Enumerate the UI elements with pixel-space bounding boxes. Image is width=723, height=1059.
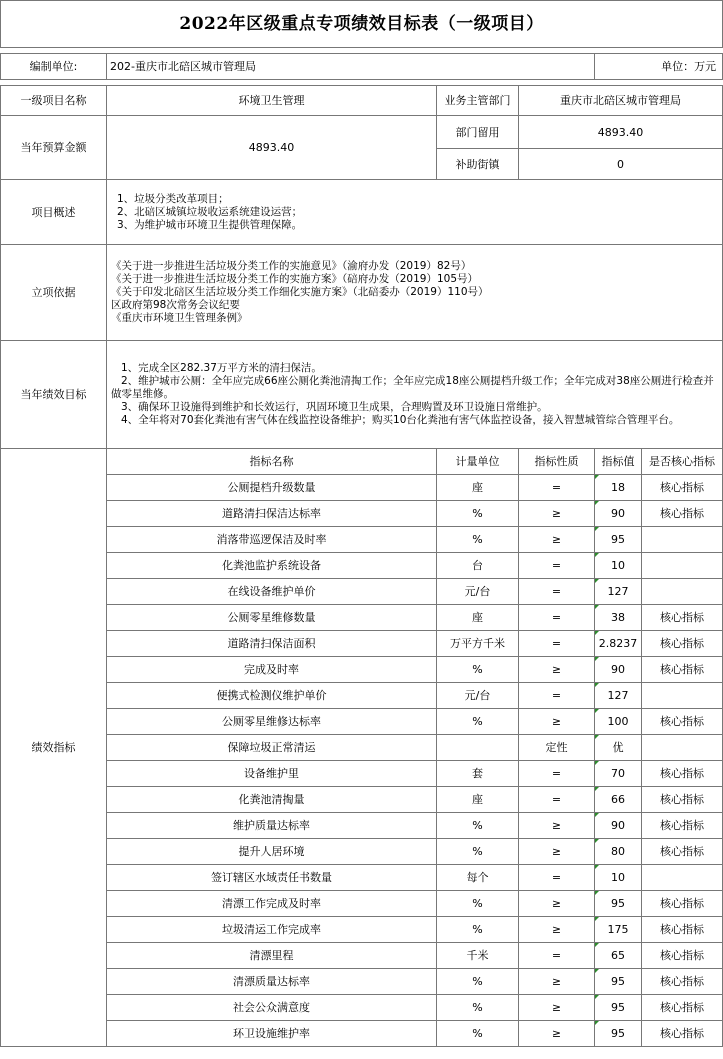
indicator-nature: = [519,605,595,631]
table-row [1,709,723,735]
goal-line: 1、完成全区282.37万平方米的清扫保洁。 [121,362,322,374]
indicator-is-core: 核心指标 [642,1021,723,1047]
basis-line: 《关于进一步推进生活垃圾分类工作的实施方案》（碚府办发（2019）105号） [111,273,479,285]
indicator-value: 80 [595,839,642,865]
table-row [1,839,723,865]
indicator-name: 公厕零星维修数量 [107,605,437,631]
indicator-value: 18 [595,475,642,501]
indicator-value: 65 [595,943,642,969]
indicator-unit: 千米 [437,943,519,969]
indicators-label: 绩效指标 [1,449,107,1047]
indicator-name: 设备维护里 [107,761,437,787]
indicator-unit: 元/台 [437,579,519,605]
indicator-value: 90 [595,501,642,527]
table-row [1,475,723,501]
overview-line: 1、垃圾分类改革项目； [117,192,229,205]
indicator-name: 环卫设施维护率 [107,1021,437,1047]
indicator-nature: ≥ [519,813,595,839]
indicator-nature: ≥ [519,995,595,1021]
indicator-value: 38 [595,605,642,631]
indicator-name: 提升人居环境 [107,839,437,865]
table-row [1,501,723,527]
indicator-value: 95 [595,969,642,995]
indicator-is-core: 核心指标 [642,839,723,865]
indicator-is-core: 核心指标 [642,501,723,527]
indicator-name: 化粪池监护系统设备 [107,553,437,579]
budget-label: 当年预算金额 [1,116,107,180]
indicator-unit: % [437,839,519,865]
table-row [1,683,723,709]
indicator-nature: ≥ [519,891,595,917]
indicator-name: 签订辖区水域责任书数量 [107,865,437,891]
indicator-unit: % [437,501,519,527]
indicator-nature: 定性 [519,735,595,761]
indicator-name: 清漂质量达标率 [107,969,437,995]
indicator-is-core: 核心指标 [642,917,723,943]
table-row [1,813,723,839]
indicator-name: 公厕提档升级数量 [107,475,437,501]
indicator-name: 完成及时率 [107,657,437,683]
overview-line: 2、北碚区城镇垃圾收运系统建设运营； [117,205,303,218]
indicator-value: 90 [595,813,642,839]
indicator-name: 保障垃圾正常清运 [107,735,437,761]
indicator-is-core: 核心指标 [642,657,723,683]
indicator-name: 公厕零星维修达标率 [107,709,437,735]
indicator-value: 95 [595,527,642,553]
currency-unit-label: 单位：万元 [595,54,723,80]
indicator-value: 175 [595,917,642,943]
street-subsidy-value: 0 [519,149,723,180]
indicator-unit: 座 [437,605,519,631]
table-row [1,787,723,813]
indicator-is-core [642,527,723,553]
indicator-is-core: 核心指标 [642,709,723,735]
indicator-nature: = [519,579,595,605]
indicator-nature: = [519,761,595,787]
indicator-nature: = [519,787,595,813]
basis-line: 《关于进一步推进生活垃圾分类工作的实施意见》（渝府办发（2019）82号） [111,260,472,272]
indicator-nature: = [519,475,595,501]
table-row [1,761,723,787]
indicator-name: 道路清扫保洁达标率 [107,501,437,527]
indicator-nature: ≥ [519,917,595,943]
table-row [1,657,723,683]
indicator-is-core [642,579,723,605]
indicator-unit: % [437,891,519,917]
indicator-is-core [642,735,723,761]
table-row [1,605,723,631]
indicator-nature: ≥ [519,709,595,735]
street-subsidy-label: 补助街镇 [437,149,519,180]
basis-text [107,245,723,341]
indicator-unit: % [437,917,519,943]
table-row [1,579,723,605]
indicator-is-core [642,865,723,891]
overview-text [107,180,723,245]
indicator-nature: = [519,865,595,891]
col-header-value: 指标值 [595,449,642,475]
indicator-unit: 台 [437,553,519,579]
table-row [1,995,723,1021]
indicator-is-core: 核心指标 [642,969,723,995]
table-row [1,735,723,761]
overview-label: 项目概述 [1,180,107,245]
table-row [1,917,723,943]
page-title: 2022年区级重点专项绩效目标表（一级项目） [1,1,723,48]
indicator-unit: % [437,709,519,735]
col-header-nature: 指标性质 [519,449,595,475]
indicator-name: 消落带巡逻保洁及时率 [107,527,437,553]
indicator-name: 道路清扫保洁面积 [107,631,437,657]
indicator-value: 70 [595,761,642,787]
indicator-unit: % [437,527,519,553]
dept-retained-label: 部门留用 [437,116,519,149]
goal-line: 2、维护城市公厕：全年应完成66座公厕化粪池清掏工作；全年应完成18座公厕提档升级工作；全年完成对38座公厕进行检查并做零星维修。 [111,375,714,400]
indicator-is-core [642,683,723,709]
goal-line: 3、确保环卫设施得到维护和长效运行，巩固环境卫生成果，合理购置及环卫设施日常维护。 [121,401,548,413]
indicator-unit: % [437,969,519,995]
indicator-is-core: 核心指标 [642,475,723,501]
indicator-unit: 元/台 [437,683,519,709]
table-row [1,969,723,995]
indicator-nature: ≥ [519,527,595,553]
indicator-is-core [642,553,723,579]
table-row [1,865,723,891]
indicator-value: 10 [595,553,642,579]
col-header-is-core: 是否核心指标 [642,449,723,475]
indicator-nature: ≥ [519,1021,595,1047]
indicator-name: 社会公众满意度 [107,995,437,1021]
indicator-is-core: 核心指标 [642,943,723,969]
budget-value: 4893.40 [107,116,437,180]
indicator-value: 127 [595,579,642,605]
table-row [1,553,723,579]
indicator-is-core: 核心指标 [642,995,723,1021]
supervising-dept-label: 业务主管部门 [437,86,519,116]
indicator-unit: % [437,995,519,1021]
goal-line: 4、全年将对70套化粪池有害气体在线监控设备维护；购买10台化粪池有害气体监控设备，接入智慧城管综合管理平台。 [121,414,680,426]
indicator-is-core: 核心指标 [642,787,723,813]
table-row [1,891,723,917]
indicator-nature: ≥ [519,501,595,527]
indicator-unit: 每个 [437,865,519,891]
col-header-unit: 计量单位 [437,449,519,475]
indicator-value: 2.8237 [595,631,642,657]
basis-line: 《关于印发北碚区生活垃圾分类工作细化实施方案》（北碚委办（2019）110号） [111,286,489,298]
indicator-is-core: 核心指标 [642,813,723,839]
indicator-value: 100 [595,709,642,735]
table-row [1,1021,723,1047]
indicator-value: 90 [595,657,642,683]
overview-line: 3、为维护城市环境卫生提供管理保障。 [117,218,303,231]
indicator-is-core: 核心指标 [642,761,723,787]
table-row [1,527,723,553]
indicator-nature: = [519,683,595,709]
indicator-nature: = [519,631,595,657]
project-name-value: 环境卫生管理 [107,86,437,116]
compiler-unit-label: 编制单位: [1,54,107,80]
indicator-nature: ≥ [519,969,595,995]
basis-label: 立项依据 [1,245,107,341]
indicator-value: 66 [595,787,642,813]
indicator-is-core: 核心指标 [642,605,723,631]
table-row [1,943,723,969]
indicator-unit: % [437,813,519,839]
indicator-value: 优 [595,735,642,761]
table-row [1,631,723,657]
indicator-unit: % [437,1021,519,1047]
indicator-name: 维护质量达标率 [107,813,437,839]
dept-retained-value: 4893.40 [519,116,723,149]
basis-line: 区政府第98次常务会议纪要 [111,299,240,311]
indicator-name: 化粪池清掏量 [107,787,437,813]
indicator-value: 127 [595,683,642,709]
indicator-nature: = [519,553,595,579]
indicator-name: 便携式检测仪维护单价 [107,683,437,709]
indicator-name: 清漂工作完成及时率 [107,891,437,917]
indicator-is-core: 核心指标 [642,891,723,917]
basis-line: 《重庆市环境卫生管理条例》 [111,312,248,324]
indicator-name: 清漂里程 [107,943,437,969]
indicator-unit: 套 [437,761,519,787]
indicator-value: 95 [595,1021,642,1047]
indicator-value: 95 [595,891,642,917]
indicator-name: 在线设备维护单价 [107,579,437,605]
indicator-value: 10 [595,865,642,891]
indicator-value: 95 [595,995,642,1021]
indicator-nature: ≥ [519,839,595,865]
compiler-unit-value: 202-重庆市北碚区城市管理局 [107,54,595,80]
indicator-name: 垃圾清运工作完成率 [107,917,437,943]
indicator-unit [437,735,519,761]
col-header-indicator-name: 指标名称 [107,449,437,475]
supervising-dept-value: 重庆市北碚区城市管理局 [519,86,723,116]
indicator-unit: % [437,657,519,683]
project-name-label: 一级项目名称 [1,86,107,116]
indicator-unit: 座 [437,475,519,501]
indicator-nature: = [519,943,595,969]
indicator-unit: 万平方千米 [437,631,519,657]
annual-goals-text [107,341,723,449]
indicator-nature: ≥ [519,657,595,683]
annual-goals-label: 当年绩效目标 [1,341,107,449]
indicator-unit: 座 [437,787,519,813]
indicator-is-core: 核心指标 [642,631,723,657]
